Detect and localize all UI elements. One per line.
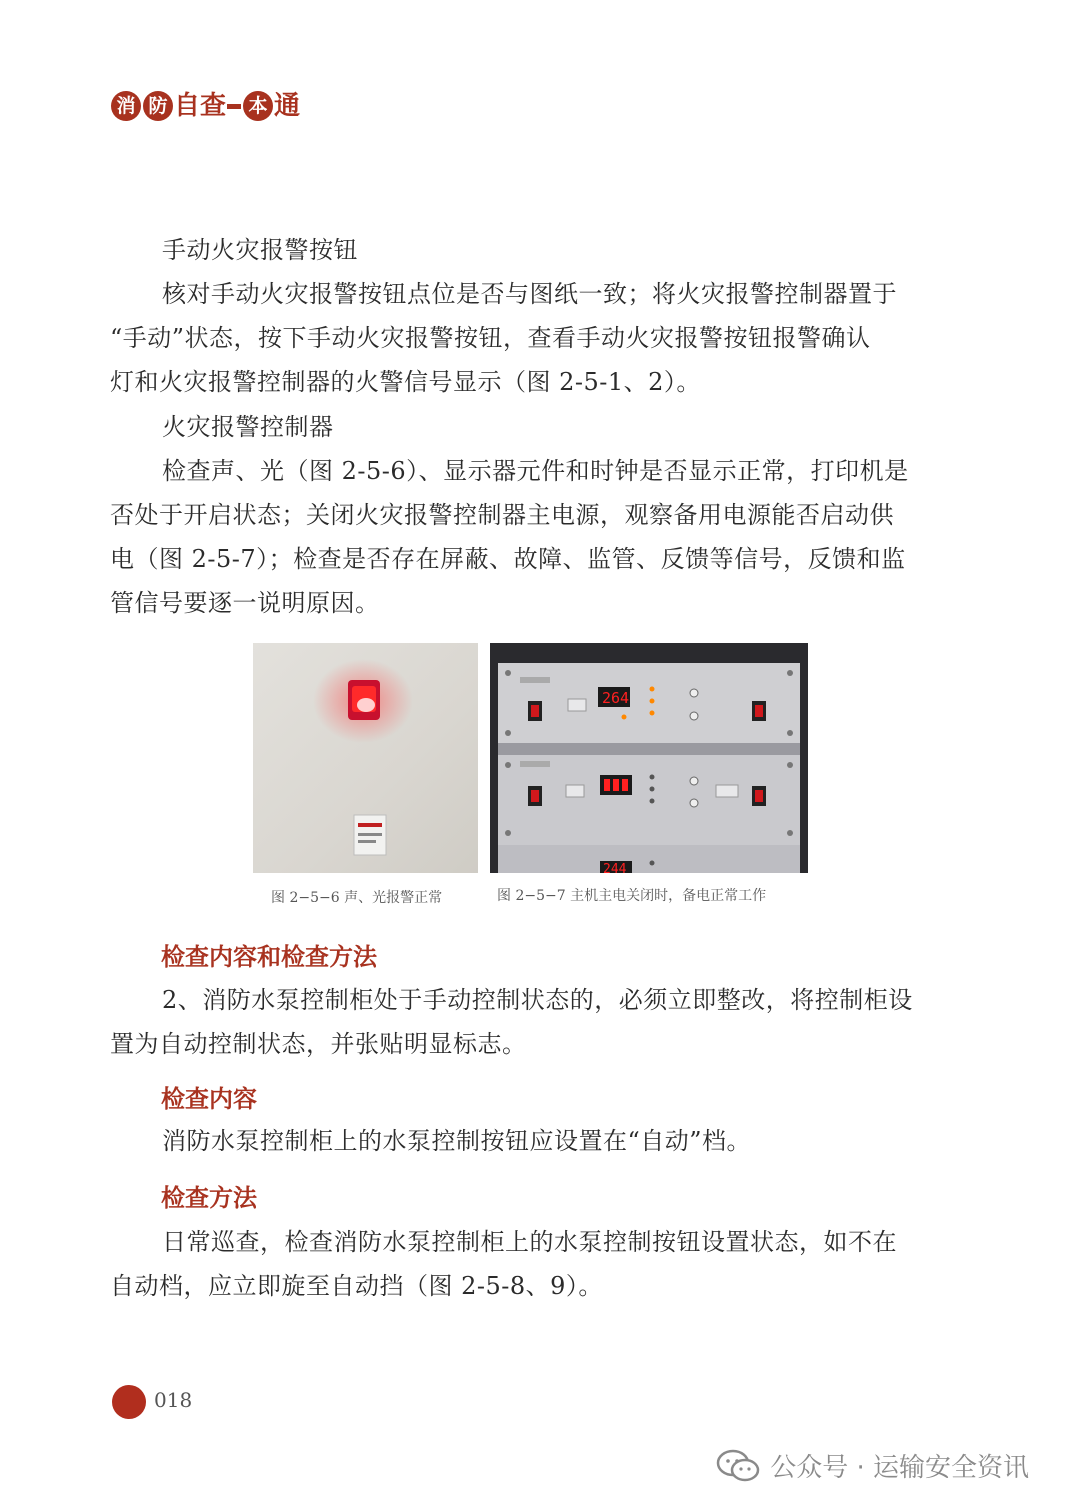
- logo-char-2: 防: [143, 91, 173, 121]
- heading-method: 检查方法: [161, 1184, 257, 1212]
- section-title: 手动火灾报警按钮: [162, 236, 358, 264]
- page-number: 018: [154, 1388, 193, 1412]
- paragraph-line: 电（图 2-5-7）；检查是否存在屏蔽、故障、监管、反馈等信号，反馈和监: [110, 545, 906, 573]
- paragraph-line: 日常巡查，检查消防水泵控制柜上的水泵控制按钮设置状态，如不在: [162, 1228, 897, 1256]
- logo-char-4: 查: [200, 91, 227, 121]
- figure-caption-left: 图 2−5−6 声、光报警正常: [271, 890, 443, 906]
- alarm-light-illustration: [253, 643, 478, 873]
- paragraph-line: 灯和火灾报警控制器的火警信号显示（图 2-5-1、2）。: [110, 368, 701, 396]
- display-readout-1: 264: [602, 689, 630, 707]
- paragraph-line: 核对手动火灾报警按钮点位是否与图纸一致；将火灾报警控制器置于: [162, 280, 897, 308]
- section-title: 火灾报警控制器: [162, 413, 334, 441]
- heading-content-and-method: 检查内容和检查方法: [161, 943, 377, 971]
- paragraph-line: “手动”状态，按下手动火灾报警按钮，查看手动火灾报警按钮报警确认: [110, 324, 871, 352]
- logo-char-5: 本: [243, 91, 273, 121]
- logo-char-6: 通: [274, 91, 301, 121]
- page-number-dot: [112, 1385, 146, 1419]
- paragraph-line: 2、消防水泵控制柜处于手动控制状态的，必须立即整改，将控制柜设: [162, 986, 913, 1014]
- watermark: [716, 1447, 1029, 1484]
- paragraph-line: 否处于开启状态；关闭火灾报警控制器主电源，观察备用电源能否启动供: [110, 501, 894, 529]
- alarm-light-photo: [253, 643, 478, 873]
- paragraph-line: 置为自动控制状态，并张贴明显标志。: [110, 1030, 527, 1058]
- logo-char-1: 消: [111, 91, 141, 121]
- wechat-icon: [716, 1449, 760, 1483]
- paragraph-line: 消防水泵控制柜上的水泵控制按钮应设置在“自动”档。: [162, 1127, 752, 1155]
- watermark-text: 公众号 · 运输安全资讯: [770, 1453, 1029, 1483]
- method-paragraph: [110, 1220, 960, 1308]
- content-paragraph: [110, 1119, 960, 1163]
- heading-content: 检查内容: [161, 1085, 257, 1113]
- item-2-paragraph: [110, 978, 960, 1066]
- paragraph-line: 检查声、光（图 2-5-6）、显示器元件和时钟是否显示正常，打印机是: [162, 457, 909, 485]
- power-supply-rack-photo: [490, 643, 808, 873]
- book-title-logo: [110, 86, 300, 126]
- paragraph-line: 自动档，应立即旋至自动挡（图 2-5-8、9）。: [110, 1272, 603, 1300]
- figure-caption-right: 图 2−5−7 主机主电关闭时，备电正常工作: [497, 888, 767, 904]
- display-readout-3: 244: [603, 862, 627, 873]
- logo-char-3: 自: [174, 91, 201, 121]
- rack-illustration: [490, 643, 808, 873]
- section-alarm-controller: [110, 405, 960, 625]
- paragraph-line: 管信号要逐一说明原因。: [110, 589, 380, 617]
- section-manual-alarm-button: [110, 228, 960, 404]
- logo-dash: [227, 104, 241, 109]
